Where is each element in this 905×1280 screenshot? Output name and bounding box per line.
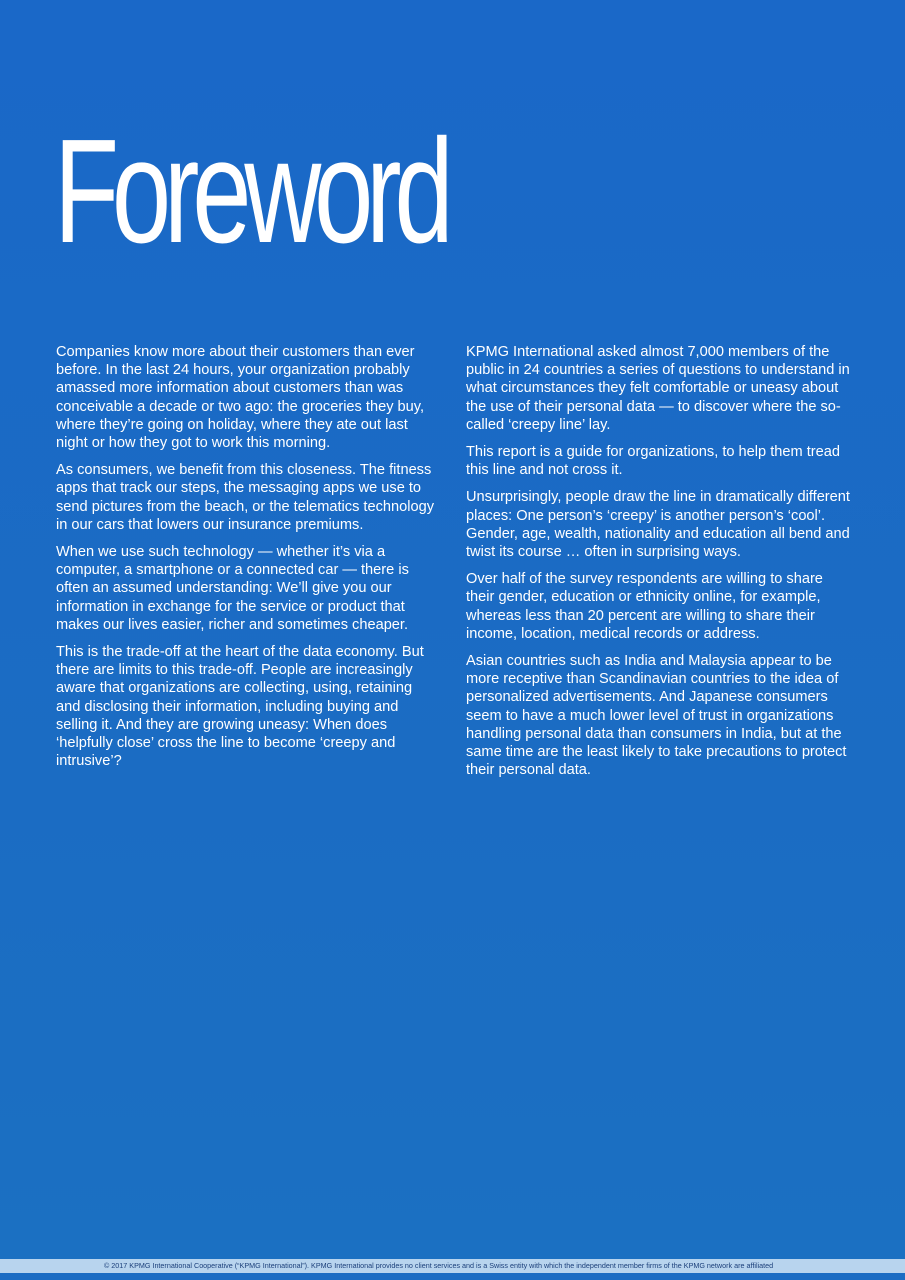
right-column — [466, 343, 851, 788]
paragraph: This report is a guide for organizations, to help them tread this line and not cross it. — [466, 444, 840, 479]
footer-bottom-strip — [0, 1273, 905, 1280]
paragraph: Companies know more about their customers than ever before. In the last 24 hours, your organization probably amassed more information about customers than was conceivable a decade or two ago: the groceries they buy, where they’re going on holiday, where they ate out last night or how they got to work this morning. — [56, 344, 425, 452]
page-title: Foreword — [54, 109, 447, 274]
left-column — [56, 343, 438, 779]
paragraph: When we use such technology — whether it’s via a computer, a smartphone or a connected car — there is often an assumed understanding: We’ll give you our information in exchange for the service or product that makes our lives easier, richer and sometimes cheaper. — [56, 544, 409, 633]
paragraph: As consumers, we benefit from this closeness. The fitness apps that track our steps, the messaging apps we use to send pictures from the beach, or the telematics technology in our cars that lowers our insurance premiums. — [56, 462, 435, 533]
paragraph: Unsurprisingly, people draw the line in dramatically different places: One person’s ‘creepy’ is another person’s ‘cool’. Gender, age, wealth, nationality and education all bend and twist its course … often in surprising ways. — [466, 489, 850, 561]
paragraph: Over half of the survey respondents are willing to share their gender, education or ethnicity online, for example, whereas less than 20 percent are willing to share their income, location, medical records or address. — [466, 571, 823, 642]
paragraph: KPMG International asked almost 7,000 members of the public in 24 countries a series of questions to understand in what circumstances they felt comfortable or uneasy about the use of their personal data — to discover where the so-called ‘creepy line’ lay. — [466, 344, 850, 433]
copyright-notice: © 2017 KPMG International Cooperative (“KPMG International”). KPMG International provides no client services and is a Swiss entity with which the independent member firms of the KPMG network are affiliated — [104, 1261, 774, 1270]
paragraph: This is the trade-off at the heart of the data economy. But there are limits to this trade-off. People are increasingly aware that organizations are collecting, using, retaining and disclosing their information, including buying and selling it. And they are growing uneasy: When does ‘helpfully close’ cross the line to become ‘creepy and intrusive’? — [56, 644, 424, 770]
paragraph: Asian countries such as India and Malaysia appear to be more receptive than Scandinavian countries to the idea of personalized advertisements. And Japanese consumers seem to have a much lower level of trust in organizations handling personal data than consumers in India, but at the same time are the least likely to take precautions to protect their personal data. — [466, 653, 847, 779]
